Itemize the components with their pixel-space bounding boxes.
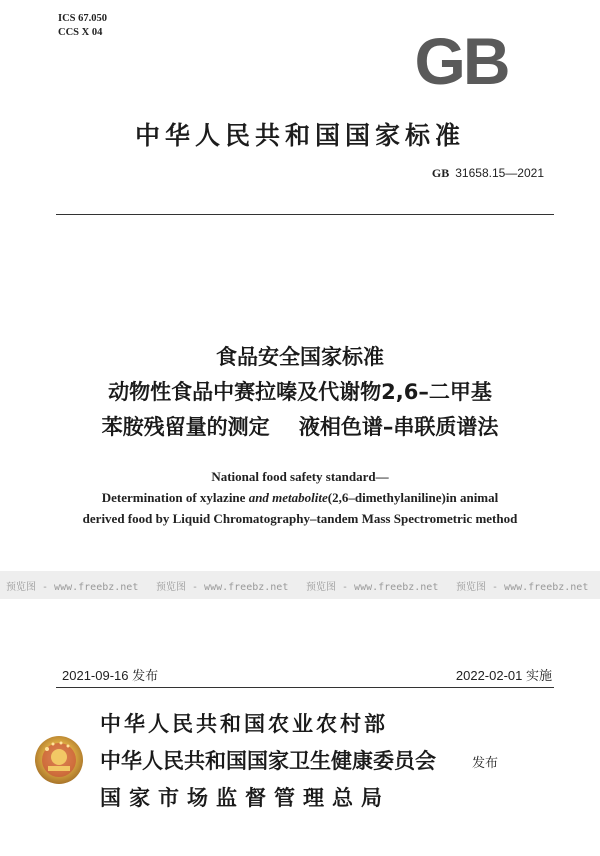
classification-codes <box>58 12 107 40</box>
issue-date: 2021-09-16 发布 <box>62 668 159 683</box>
watermark-text: 预览图 - www.freebz.net <box>6 582 139 593</box>
watermark-band <box>0 571 600 599</box>
watermark-text: 预览图 - www.freebz.net <box>456 582 589 593</box>
english-title-line-2a: Determination of xylazine <box>101 490 249 505</box>
issuer-market-regulation: 国家市场监督管理总局 <box>100 785 390 810</box>
english-title-line-2 <box>0 487 600 508</box>
issuer-ministry-agriculture: 中华人民共和国农业农村部 <box>100 711 388 736</box>
english-title-line-3: derived food by Liquid Chromatography–tandem Mass Spectrometric method <box>82 511 518 526</box>
english-title <box>0 466 600 529</box>
standard-number <box>432 166 544 181</box>
bottom-divider <box>56 687 554 688</box>
watermark-text: 预览图 - www.freebz.net <box>156 582 289 593</box>
standard-number-value: 31658.15—2021 <box>455 166 544 180</box>
standard-prefix: GB <box>431 166 450 180</box>
national-standard-title: 中华人民共和国国家标准 <box>134 121 465 150</box>
publish-label: 发布 <box>472 756 499 771</box>
gb-logo-text: GB <box>414 30 508 92</box>
english-title-line-2b: and metabolite <box>248 490 328 505</box>
implement-date: 2022-02-01 实施 <box>455 668 552 683</box>
english-title-line-2c: (2,6–dimethylaniline)in animal <box>327 490 499 505</box>
chinese-title-line-1: 食品安全国家标准 <box>216 345 384 369</box>
gb-logo <box>400 30 522 92</box>
issuer-health-commission: 中华人民共和国国家卫生健康委员会 <box>100 748 436 773</box>
national-emblem-icon <box>34 735 84 785</box>
top-divider <box>56 214 554 215</box>
ics-code: ICS 67.050 <box>58 13 108 24</box>
english-title-line-1: National food safety standard— <box>211 469 389 484</box>
chinese-title-line-3: 苯胺残留量的测定 液相色谱–串联质谱法 <box>101 415 499 439</box>
chinese-title <box>0 340 600 445</box>
ccs-code: CCS X 04 <box>58 27 103 38</box>
watermark-text: 预览图 - www.freebz.net <box>306 582 439 593</box>
chinese-title-line-2: 动物性食品中赛拉嗪及代谢物2,6–二甲基 <box>108 380 492 404</box>
